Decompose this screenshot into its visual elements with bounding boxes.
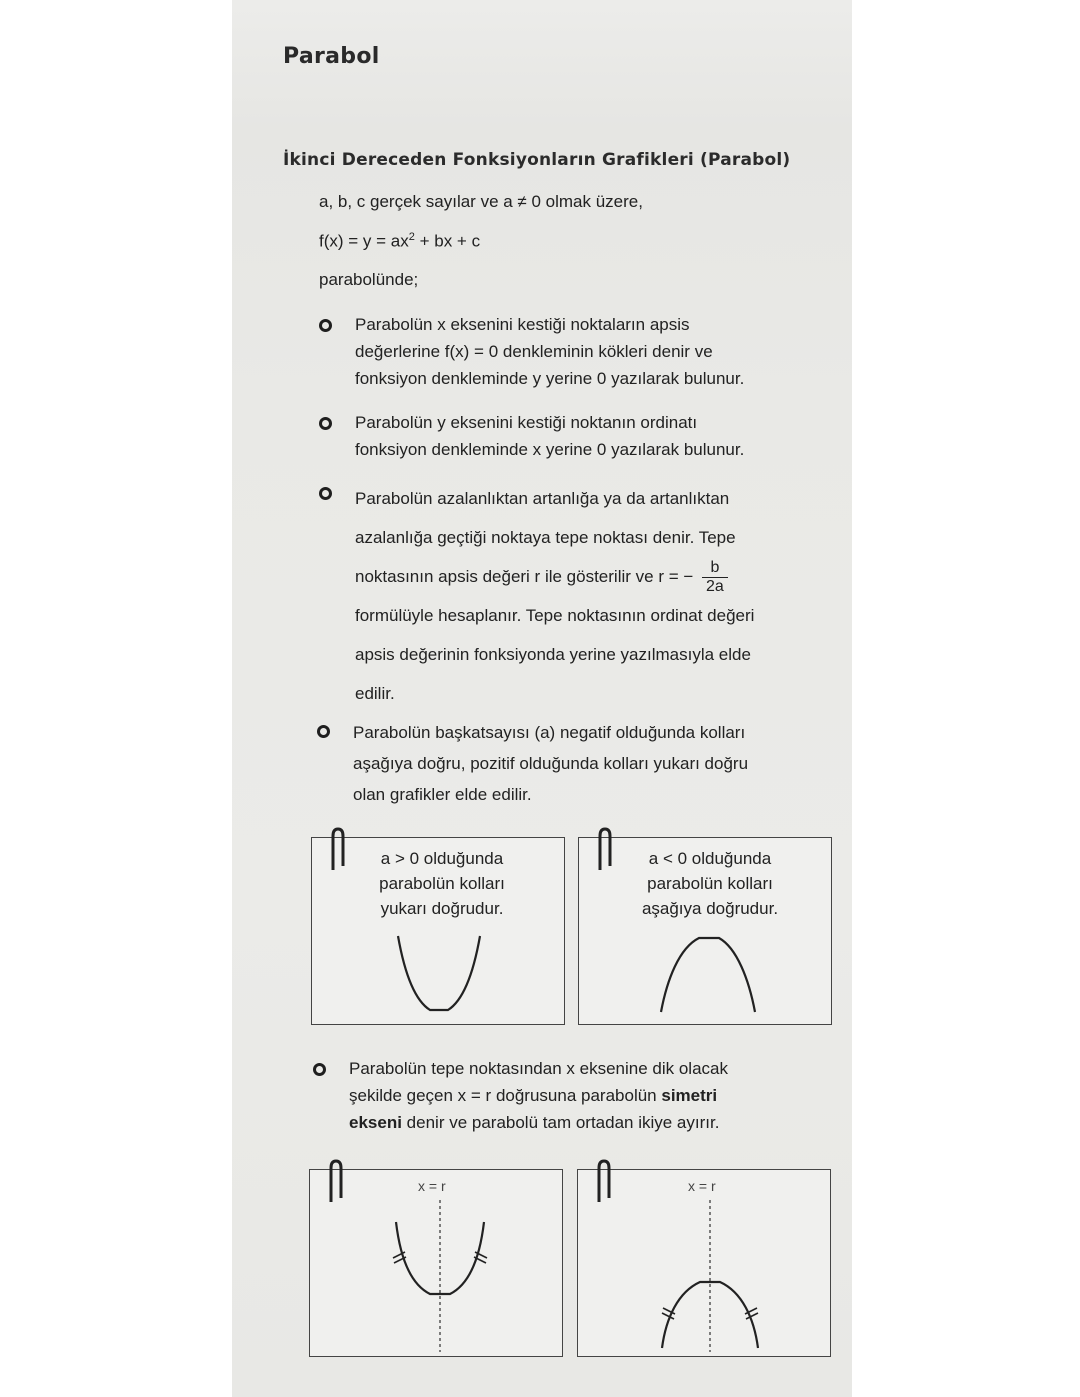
- bullet-5-line-3: [349, 1109, 728, 1136]
- intro-text-2: parabolünde;: [319, 270, 419, 289]
- formula: [319, 231, 480, 252]
- fraction-numerator: b: [702, 559, 728, 578]
- bullet-icon: [319, 417, 332, 430]
- bullet-2: [355, 409, 744, 463]
- bullet-3-line-1: Parabolün azalanlıktan artanlığa ya da artanlıktan: [355, 489, 730, 508]
- bullet-1-line-3: fonksiyon denkleminde y yerine 0 yazılarak bulunur.: [355, 369, 745, 388]
- bullet-icon: [319, 319, 332, 332]
- bullet-3-line-3: [355, 557, 754, 596]
- bullet-2-line-2: fonksiyon denkleminde x yerine 0 yazılarak bulunur.: [355, 440, 745, 459]
- bullet-4: [353, 717, 748, 810]
- symmetry-up-graph: [360, 1196, 510, 1354]
- downward-box-line-3: aşağıya doğrudur.: [641, 899, 779, 918]
- downward-box-line-1: a < 0 olduğunda: [648, 849, 772, 868]
- bullet-1-line-1: Parabolün x eksenini kestiği noktaların apsis: [355, 315, 690, 334]
- downward-parabola-graph: [649, 930, 769, 1020]
- symmetry-down-graph: [630, 1196, 780, 1354]
- bullet-3: [355, 479, 754, 713]
- paperclip-icon: [593, 826, 615, 874]
- vertex-fraction: [702, 559, 728, 596]
- paperclip-icon: [324, 1158, 346, 1206]
- formula-exponent: 2: [408, 231, 415, 243]
- bullet-icon: [317, 725, 330, 738]
- bullet-5-line-2: [349, 1082, 728, 1109]
- bullet-5-line-2-text: şekilde geçen x = r doğrusuna parabolün: [349, 1086, 657, 1105]
- bullet-4-line-2: aşağıya doğru, pozitif olduğunda kolları yukarı doğru: [353, 754, 749, 773]
- section-title: İkinci Dereceden Fonksiyonların Grafikleri (Parabol): [283, 150, 791, 170]
- symmetry-axis-label: x = r: [418, 1178, 446, 1194]
- bullet-2-line-1: Parabolün y eksenini kestiği noktanın ordinatı: [355, 413, 698, 432]
- paperclip-icon: [592, 1158, 614, 1206]
- symmetry-axis-label: x = r: [688, 1178, 716, 1194]
- vertex-formula-lhs: r = −: [658, 567, 694, 586]
- bullet-3-line-4: formülüyle hesaplanır. Tepe noktasının ordinat değeri: [355, 606, 755, 626]
- symmetry-term-1: simetri: [661, 1086, 718, 1105]
- symmetry-down-box: [577, 1169, 831, 1357]
- bullet-5-line-3-text: denir ve parabolü tam ortadan ikiye ayırır.: [406, 1113, 720, 1132]
- upward-box-text: [362, 846, 522, 921]
- bullet-3-line-2: azalanlığa geçtiği noktaya tepe noktası denir. Tepe: [355, 528, 736, 547]
- downward-box-text: [625, 846, 795, 921]
- upward-parabola-graph: [382, 930, 502, 1020]
- bullet-3-line-6: edilir.: [355, 684, 395, 704]
- bullet-5-line-1: Parabolün tepe noktasından x eksenine dik olacak: [349, 1059, 728, 1078]
- page-title: Parabol: [283, 44, 380, 69]
- symmetry-up-box: [309, 1169, 563, 1357]
- paperclip-icon: [326, 826, 348, 874]
- bullet-icon: [319, 487, 332, 500]
- downward-parabola-box: [578, 837, 832, 1025]
- symmetry-term-2: ekseni: [349, 1113, 402, 1132]
- bullet-4-line-1: Parabolün başkatsayısı (a) negatif olduğunda kolları: [353, 723, 746, 742]
- bullet-3-line-3-text: noktasının apsis değeri r ile gösterilir ve: [355, 567, 654, 586]
- upward-parabola-box: [311, 837, 565, 1025]
- upward-box-line-1: a > 0 olduğunda: [380, 849, 504, 868]
- formula-suffix: + bx + c: [414, 231, 481, 251]
- bullet-4-line-3: olan grafikler elde edilir.: [353, 785, 532, 804]
- bullet-5: [349, 1055, 728, 1136]
- bullet-1: [355, 311, 744, 392]
- upward-box-line-3: yukarı doğrudur.: [380, 899, 504, 918]
- formula-prefix: f(x) = y = ax: [319, 231, 409, 251]
- bullet-1-line-2: değerlerine f(x) = 0 denkleminin kökleri denir ve: [355, 342, 713, 361]
- downward-box-line-2: parabolün kolları: [647, 874, 773, 893]
- bullet-icon: [313, 1063, 326, 1076]
- upward-box-line-2: parabolün kolları: [379, 874, 505, 893]
- fraction-denominator: 2a: [706, 578, 724, 596]
- intro-text: a, b, c gerçek sayılar ve a ≠ 0 olmak üzere,: [319, 192, 643, 211]
- bullet-3-line-5: apsis değerinin fonksiyonda yerine yazılmasıyla elde: [355, 645, 751, 665]
